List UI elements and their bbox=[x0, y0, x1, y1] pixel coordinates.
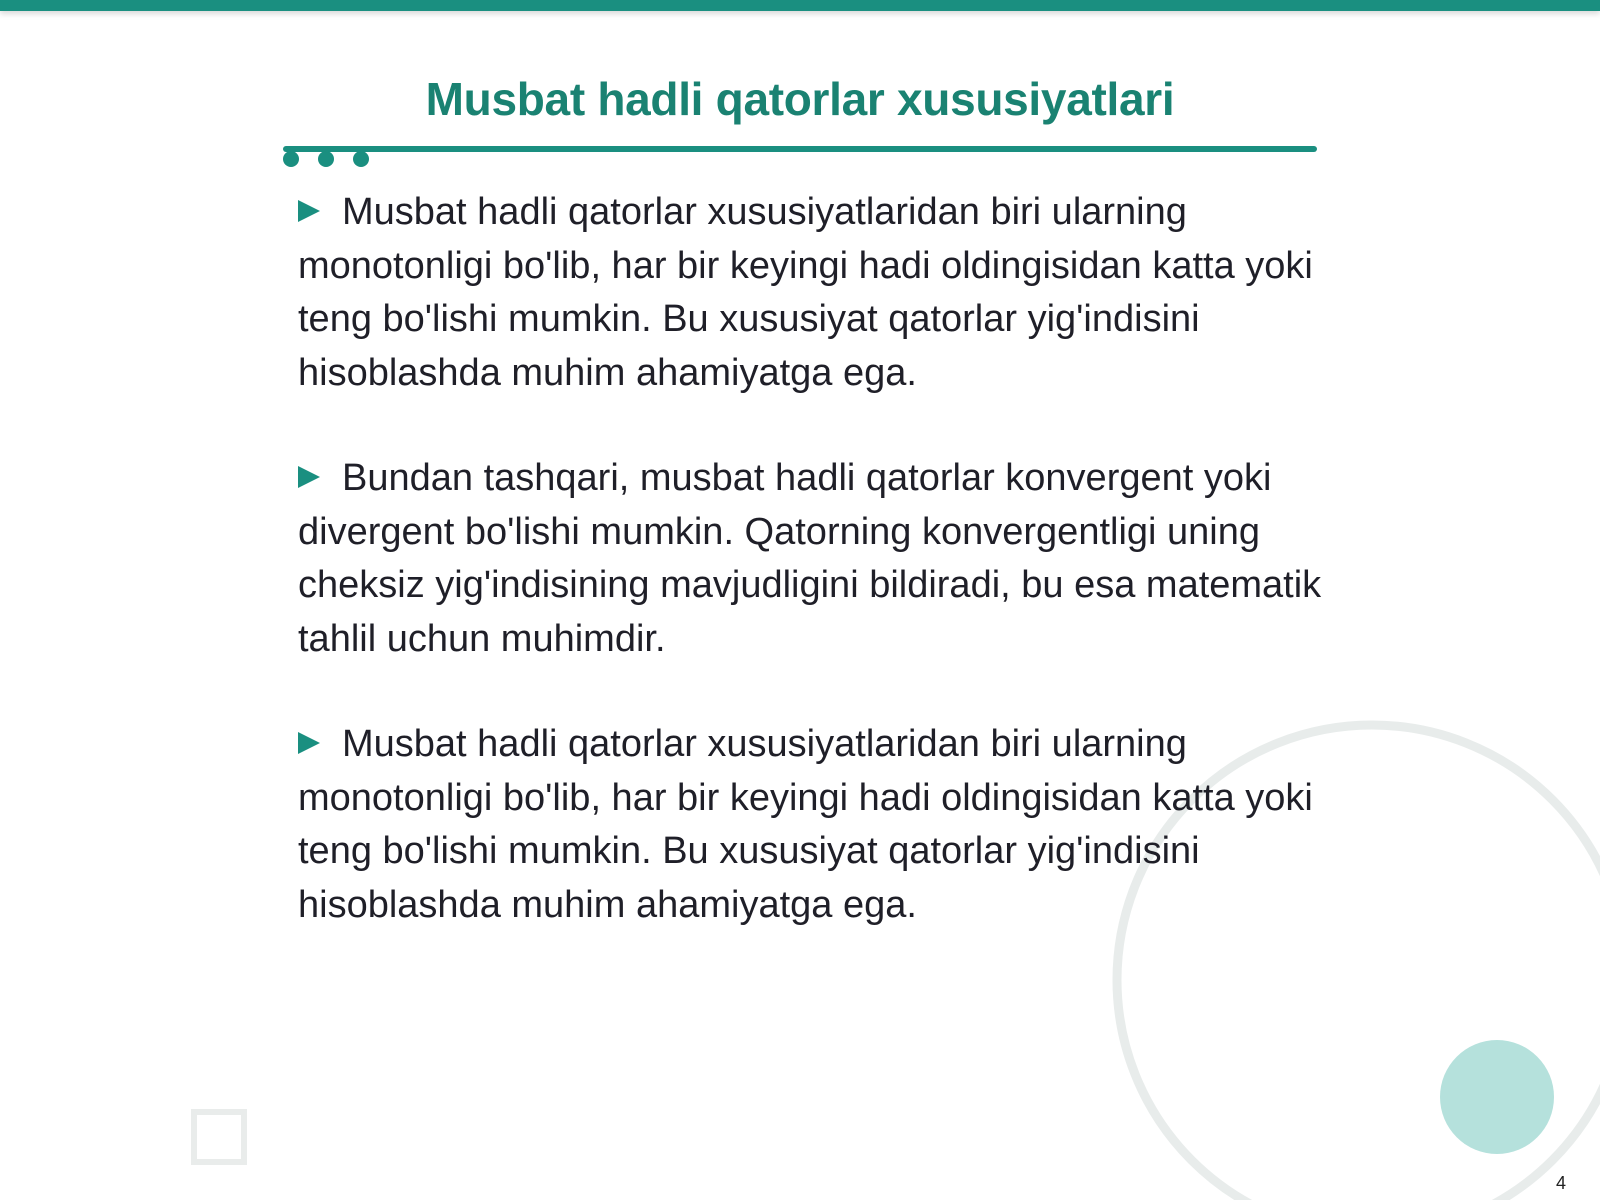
bullet-list bbox=[298, 186, 1328, 984]
square-outline-decoration bbox=[194, 1112, 244, 1162]
bullet-text: Musbat hadli qatorlar xususiyatlaridan biri ularning monotonligi bo'lib, har bir keyingi hadi oldingisidan katta yoki teng bo'lishi mumkin. Bu xususiyat qatorlar yig'indisini hisoblashda muhim ahamiyatga ega. bbox=[298, 191, 1313, 394]
triangle-right-icon bbox=[298, 732, 320, 754]
triangle-right-icon bbox=[298, 466, 320, 488]
page-number: 4 bbox=[1555, 1173, 1566, 1193]
bullet-text: Bundan tashqari, musbat hadli qatorlar konvergent yoki divergent bo'lishi mumkin. Qatorning konvergentligi uning cheksiz yig'indisining mavjudligini bildiradi, bu esa matematik tahlil uchun muhimdir. bbox=[298, 457, 1322, 660]
bullet-item bbox=[298, 186, 1328, 400]
filled-circle-decoration bbox=[1440, 1040, 1554, 1154]
bullet-item bbox=[298, 718, 1328, 932]
slide-title: Musbat hadli qatorlar xususiyatlari bbox=[425, 73, 1175, 125]
bullet-text: Musbat hadli qatorlar xususiyatlaridan biri ularning monotonligi bo'lib, har bir keyingi hadi oldingisidan katta yoki teng bo'lishi mumkin. Bu xususiyat qatorlar yig'indisini hisoblashda muhim ahamiyatga ega. bbox=[298, 723, 1313, 926]
title-underline bbox=[283, 146, 1317, 152]
underline-dot bbox=[318, 151, 334, 167]
bullet-item bbox=[298, 452, 1328, 666]
underline-dot bbox=[353, 151, 369, 167]
top-accent-band bbox=[0, 0, 1600, 11]
underline-dot bbox=[283, 151, 299, 167]
triangle-right-icon bbox=[298, 200, 320, 222]
